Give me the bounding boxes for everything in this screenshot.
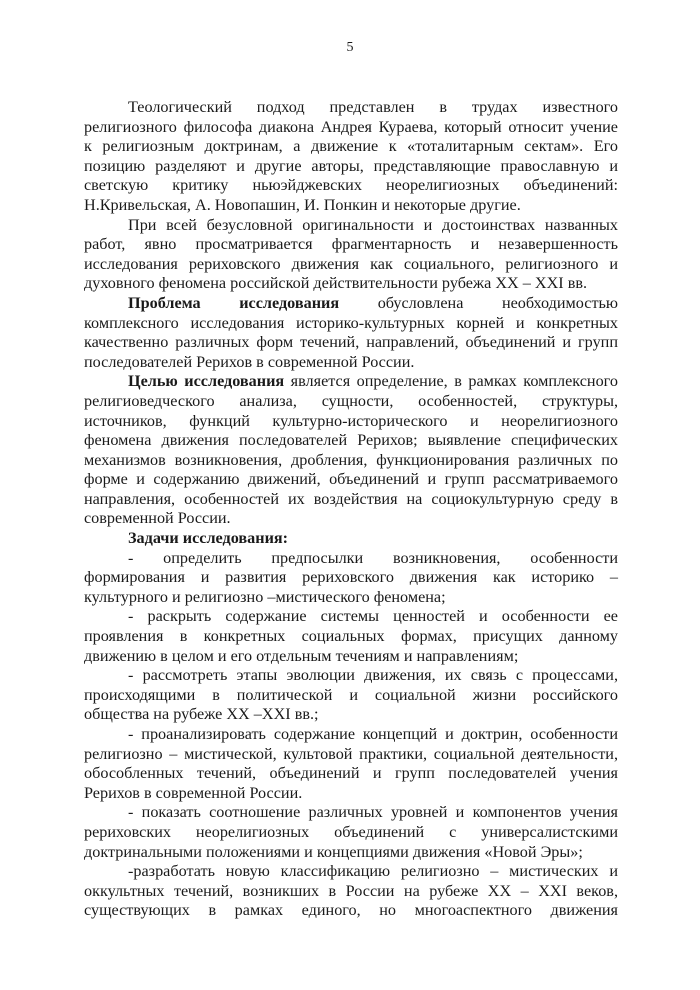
text-line: существующих в рамках единого, но многоаспектного движения [84, 901, 618, 920]
text-line: рериховских неорелигиозных объединений с универсалистскими [84, 822, 618, 841]
task-item [84, 803, 618, 862]
paragraph-fragmentary-research [84, 216, 618, 294]
text-line [84, 372, 618, 392]
bold-lead-research-problem: Проблема исследования [128, 293, 340, 312]
text-line: Теологический подход представлен в трудах известного [128, 98, 618, 116]
text-line: религиозного философа диакона Андрея Кураева, который относит учение [84, 117, 618, 136]
text-line: источников, функций культурно-исторического и неорелигиозного [84, 411, 618, 430]
text-line: духовного феномена российской действительности рубежа XX – XXI вв. [84, 274, 588, 293]
bold-lead-research-aim: Целью исследования [128, 372, 285, 391]
text-line: светскую критику ньюэйджевских неорелигиозных объединений: [84, 176, 618, 195]
task-item [84, 666, 618, 725]
task-item [84, 607, 618, 666]
task-item [84, 549, 618, 608]
text-line: последователей Рерихов в современной России. [84, 352, 415, 371]
text-line: феномена движения последователей Рерихов; выявление специфических [84, 431, 618, 450]
paragraph-research-problem [84, 294, 618, 372]
task-item [84, 862, 618, 921]
page-number: 5 [346, 40, 354, 55]
text-line: оккультных течений, возникших в России на рубеже XX – XXI веков, [84, 881, 618, 900]
text-fragment: обусловлена необходимостью [377, 293, 619, 312]
text-line: исследования рериховского движения как социального, религиозного и [84, 254, 618, 273]
text-line: - определить предпосылки возникновения, особенности [128, 548, 618, 567]
text-line: происходящими в политической и социальной жизни российского [84, 685, 618, 704]
paragraph-research-aim [84, 372, 618, 529]
text-line: комплексного исследования историко-культурных корней и конкретных [84, 313, 618, 332]
text-line: религиозно – мистической, культовой практики, социальной деятельности, [84, 744, 618, 763]
text-line [84, 294, 618, 314]
text-line: доктринальными положениями и концепциями движения «Новой Эры»; [84, 842, 583, 861]
text-line: религиоведческого анализа, сущности, особенностей, структуры, [84, 391, 618, 410]
document-body [84, 98, 618, 921]
text-line: проявления в конкретных социальных формах, присущих данному [84, 627, 618, 646]
text-line: к религиозным доктринам, а движение к «тоталитарным сектам». Его [84, 137, 618, 156]
text-line: При всей безусловной оригинальности и достоинствах названных [128, 215, 618, 234]
text-line: - показать соотношение различных уровней и компонентов учения [128, 803, 618, 822]
task-item [84, 725, 618, 803]
text-line: форме и содержанию движений, объединений и групп рассматриваемого [84, 470, 618, 489]
text-line: качественно различных форм течений, направлений, объединений и групп [84, 333, 618, 352]
text-line: обособленных течений, объединений и групп последователей учения [84, 764, 618, 783]
text-line: общества на рубеже XX –XXI вв.; [84, 705, 319, 724]
text-line: Рерихов в современной России. [84, 783, 303, 802]
text-line: позицию разделяют и другие авторы, представляющие православную и [84, 156, 618, 175]
text-line: Н.Кривельская, А. Новопашин, И. Понкин и некоторые другие. [84, 195, 521, 214]
text-line: движению в целом и его отдельным течениям и направлениям; [84, 646, 519, 665]
text-fragment: является определение, в рамках комплексного [290, 372, 619, 391]
text-line: работ, явно просматривается фрагментарность и незавершенность [84, 235, 618, 254]
text-line: - рассмотреть этапы эволюции движения, их связь с процессами, [128, 666, 618, 685]
text-line: культурного и религиозно –мистического феномена; [84, 587, 446, 606]
text-line: современной России. [84, 509, 231, 528]
text-line: - раскрыть содержание системы ценностей и особенности ее [128, 607, 618, 626]
paragraph-theological-approach [84, 98, 618, 216]
text-line: -разработать новую классификацию религиозно – мистических и [128, 862, 618, 881]
text-line: - проанализировать содержание концепций и доктрин, особенности [128, 725, 618, 743]
text-line: направления, особенностей их воздействия на социокультурную среду в [84, 489, 618, 508]
tasks-heading: Задачи исследования: [128, 529, 289, 548]
text-line: формирования и развития рериховского движения как историко – [84, 568, 618, 587]
text-line: механизмов возникновения, дробления, функционирования различных по [84, 450, 618, 469]
